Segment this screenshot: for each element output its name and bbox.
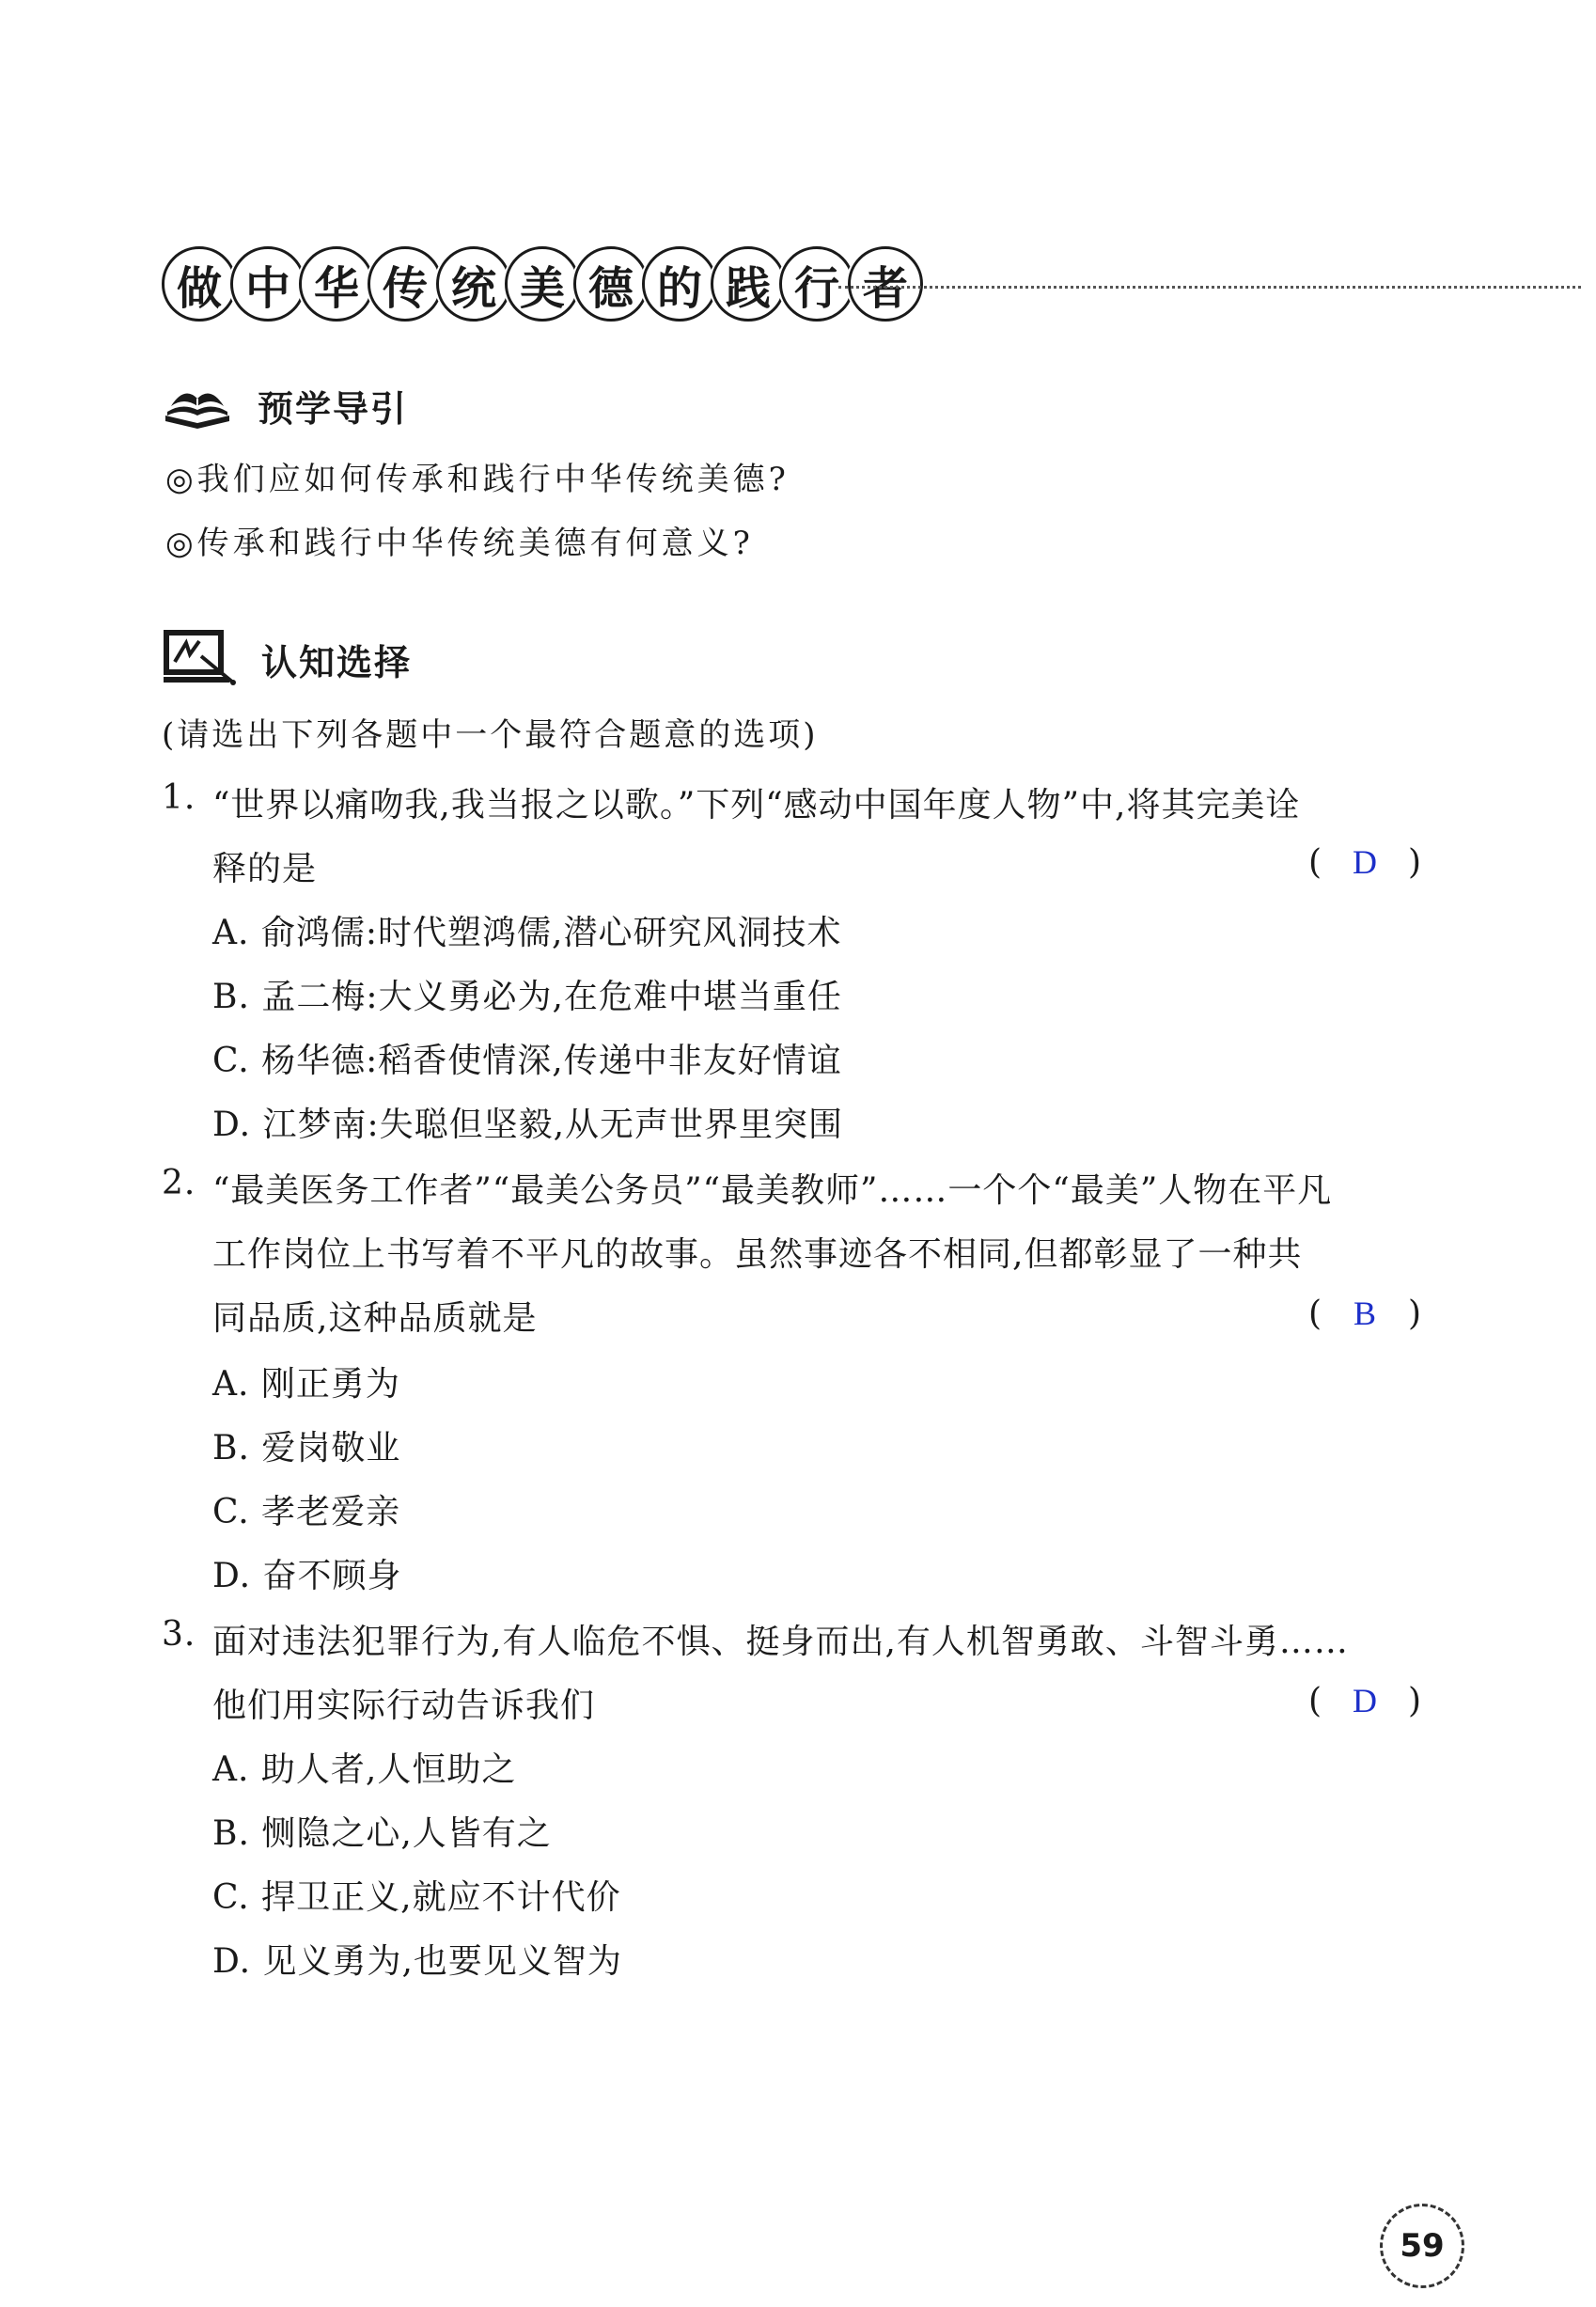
title-char: 行 [779, 246, 854, 322]
answer-letter: D [1353, 843, 1377, 881]
question-text-line: “世界以痛吻我,我当报之以歌。”下列“感动中国年度人物”中,将其完美诠 [212, 786, 1301, 824]
option-c: C. 捍卫正义,就应不计代价 [212, 1878, 621, 1917]
preview-section-header [162, 378, 408, 432]
preview-question: ◎传承和践行中华传统美德有何意义? [165, 525, 754, 562]
question-text-line: 释的是 [212, 850, 318, 888]
option-d: D. 江梦南:失聪但坚毅,从无声世界里突围 [212, 1106, 844, 1144]
answer-letter: D [1353, 1682, 1377, 1719]
title-chars [162, 246, 916, 322]
title-char: 者 [848, 246, 923, 322]
option-b: B. 孟二梅:大义勇必为,在危难中堪当重任 [212, 978, 842, 1016]
page-number: 59 [1380, 2204, 1464, 2288]
option-b: B. 爱岗敬业 [212, 1429, 401, 1467]
question-number: 2. [162, 1164, 196, 1202]
option-d: D. 奋不顾身 [212, 1557, 402, 1595]
question-text-line: “最美医务工作者”“最美公务员”“最美教师”……一个个“最美”人物在平凡 [212, 1171, 1333, 1210]
question-text-line: 同品质,这种品质就是 [212, 1299, 538, 1338]
lesson-title [162, 246, 1421, 333]
title-char: 统 [436, 246, 511, 322]
option-a: A. 助人者,人恒助之 [212, 1750, 517, 1789]
question-text-line: 他们用实际行动告诉我们 [212, 1687, 596, 1725]
title-char: 中 [230, 246, 305, 322]
title-dotted-rule [838, 286, 1581, 289]
answer-bracket: ( D ) [1308, 842, 1421, 882]
answer-bracket: ( B ) [1308, 1294, 1421, 1333]
screen-pointer-icon [162, 628, 237, 690]
option-a: A. 俞鸿儒:时代塑鸿儒,潜心研究风洞技术 [212, 914, 842, 952]
title-char: 传 [368, 246, 443, 322]
question-text-line: 面对违法犯罪行为,有人临危不惧、挺身而出,有人机智勇敢、斗智斗勇…… [212, 1623, 1349, 1661]
title-char: 德 [573, 246, 649, 322]
cognition-heading: 认知选择 [261, 641, 413, 683]
answer-letter: B [1353, 1295, 1376, 1332]
title-char: 做 [162, 246, 237, 322]
title-char: 华 [299, 246, 374, 322]
cognition-section-header [162, 628, 412, 690]
question-number: 3. [162, 1615, 196, 1654]
book-stack-icon [162, 378, 233, 432]
option-d: D. 见义勇为,也要见义智为 [212, 1942, 622, 1981]
question-number: 1. [162, 778, 196, 817]
instruction-text: (请选出下列各题中一个最符合题意的选项) [162, 716, 819, 754]
title-char: 美 [505, 246, 580, 322]
option-b: B. 恻隐之心,人皆有之 [212, 1814, 552, 1853]
title-char: 践 [711, 246, 786, 322]
preview-question: ◎我们应如何传承和践行中华传统美德? [165, 461, 790, 498]
title-char: 的 [642, 246, 717, 322]
option-c: C. 孝老爱亲 [212, 1493, 401, 1531]
question-text-line: 工作岗位上书写着不平凡的故事。虽然事迹各不相同,但都彰显了一种共 [212, 1235, 1303, 1274]
option-a: A. 刚正勇为 [212, 1365, 400, 1404]
answer-bracket: ( D ) [1308, 1681, 1421, 1720]
preview-heading: 预学导引 [258, 387, 409, 430]
option-c: C. 杨华德:稻香使情深,传递中非友好情谊 [212, 1042, 842, 1080]
